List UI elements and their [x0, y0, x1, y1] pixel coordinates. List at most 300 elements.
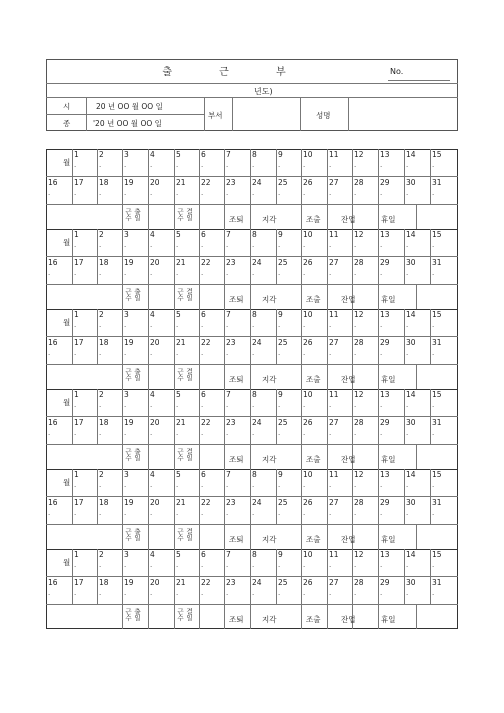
day-dot: .	[226, 401, 229, 409]
attend-days-label: 출일 근수	[124, 448, 141, 461]
day-number: 2	[99, 310, 104, 319]
day-dot: .	[176, 269, 179, 277]
day-number: 15	[432, 310, 442, 319]
day-dot: .	[74, 269, 77, 277]
summary-column-line	[199, 605, 200, 629]
day-dot: .	[201, 429, 204, 437]
day-dot: .	[329, 349, 332, 357]
day-dot: .	[48, 189, 51, 197]
day-dot: .	[74, 161, 77, 169]
day-column-line	[97, 309, 98, 364]
day-dot: .	[99, 589, 102, 597]
summary-column-line	[199, 205, 200, 229]
attend-days-label: 출일 근수	[124, 528, 141, 541]
day-column-line	[148, 549, 149, 604]
day-column-line	[276, 389, 277, 444]
day-dot: .	[380, 349, 383, 357]
day-column-line	[250, 389, 251, 444]
day-column-line	[352, 309, 353, 364]
summary-column-line	[301, 445, 302, 469]
day-number: 12	[354, 550, 364, 559]
day-dot: .	[74, 189, 77, 197]
summary-column-line	[122, 525, 123, 549]
day-column-line	[430, 549, 431, 604]
day-dot: .	[329, 241, 332, 249]
day-dot: .	[354, 269, 357, 277]
day-dot: .	[124, 349, 127, 357]
day-column-line	[250, 309, 251, 364]
day-column-line	[224, 309, 225, 364]
day-number: 23	[226, 258, 236, 267]
day-number: 24	[252, 578, 262, 587]
day-dot: .	[124, 161, 127, 169]
day-column-line	[199, 469, 200, 524]
day-number: 13	[380, 470, 390, 479]
header-vline	[86, 97, 87, 131]
day-column-line	[301, 149, 302, 204]
day-dot: .	[432, 429, 435, 437]
row-divider	[46, 336, 458, 337]
day-number: 7	[226, 310, 231, 319]
day-dot: .	[150, 321, 153, 329]
day-dot: .	[303, 349, 306, 357]
day-number: 18	[99, 418, 109, 427]
outing-label: 조출	[306, 535, 321, 544]
summary-column-line	[416, 365, 417, 389]
day-dot: .	[124, 269, 127, 277]
day-dot: .	[226, 189, 229, 197]
day-dot: .	[124, 429, 127, 437]
day-number: 28	[354, 578, 364, 587]
summary-column-line	[148, 605, 149, 629]
day-number: 4	[150, 550, 155, 559]
day-number: 4	[150, 230, 155, 239]
day-number: 11	[329, 310, 339, 319]
summary-column-line	[250, 605, 251, 629]
header-vline	[204, 97, 205, 131]
number-label: No.	[390, 67, 404, 76]
day-dot: .	[432, 481, 435, 489]
row-divider	[46, 604, 458, 605]
summary-column-line	[122, 285, 123, 309]
day-column-line	[97, 149, 98, 204]
day-dot: .	[252, 509, 255, 517]
month-label: 월	[63, 398, 71, 407]
day-dot: .	[99, 561, 102, 569]
day-dot: .	[252, 481, 255, 489]
day-dot: .	[354, 189, 357, 197]
day-dot: .	[329, 589, 332, 597]
summary-column-line	[250, 365, 251, 389]
day-dot: .	[226, 161, 229, 169]
day-column-line	[199, 149, 200, 204]
day-number: 21	[176, 338, 186, 347]
day-column-line	[404, 549, 405, 604]
day-dot: .	[329, 481, 332, 489]
day-dot: .	[176, 429, 179, 437]
day-dot: .	[432, 509, 435, 517]
day-column-line	[276, 149, 277, 204]
day-number: 27	[329, 258, 339, 267]
header-vline	[300, 97, 301, 131]
month-label: 월	[63, 558, 71, 567]
day-column-line	[301, 469, 302, 524]
day-dot: .	[380, 481, 383, 489]
day-column-line	[352, 389, 353, 444]
day-dot: .	[150, 481, 153, 489]
summary-column-line	[301, 605, 302, 629]
summary-column-line	[224, 445, 225, 469]
day-dot: .	[176, 561, 179, 569]
attend-days-label: 출일 근수	[124, 368, 141, 381]
day-column-line	[327, 389, 328, 444]
day-column-line	[174, 469, 175, 524]
day-number: 24	[252, 498, 262, 507]
row-divider	[46, 176, 458, 177]
day-column-line	[276, 229, 277, 284]
day-number: 18	[99, 578, 109, 587]
day-number: 30	[406, 418, 416, 427]
day-dot: .	[252, 349, 255, 357]
month-label: 월	[63, 238, 71, 247]
early-leave-label: 조퇴	[229, 615, 244, 624]
day-number: 10	[303, 390, 313, 399]
day-number: 1	[74, 310, 79, 319]
day-dot: .	[432, 321, 435, 329]
holiday-label: 휴일	[381, 295, 396, 304]
day-number: 11	[329, 230, 339, 239]
summary-column-line	[122, 365, 123, 389]
day-dot: .	[99, 429, 102, 437]
day-dot: .	[303, 481, 306, 489]
day-column-line	[122, 549, 123, 604]
day-column-line	[430, 389, 431, 444]
day-number: 10	[303, 310, 313, 319]
day-dot: .	[406, 429, 409, 437]
day-column-line	[97, 549, 98, 604]
day-dot: .	[150, 241, 153, 249]
day-dot: .	[303, 189, 306, 197]
day-column-line	[148, 229, 149, 284]
day-column-line	[174, 549, 175, 604]
day-dot: .	[226, 481, 229, 489]
day-column-line	[199, 229, 200, 284]
day-number: 29	[380, 578, 390, 587]
day-number: 14	[406, 470, 416, 479]
day-dot: .	[252, 589, 255, 597]
day-column-line	[72, 389, 73, 444]
day-dot: .	[176, 189, 179, 197]
summary-column-line	[416, 525, 417, 549]
day-column-line	[148, 389, 149, 444]
day-number: 30	[406, 578, 416, 587]
holiday-label: 휴일	[381, 535, 396, 544]
day-number: 26	[303, 498, 313, 507]
day-number: 9	[278, 150, 283, 159]
day-number: 16	[48, 418, 58, 427]
day-number: 26	[303, 338, 313, 347]
day-number: 20	[150, 258, 160, 267]
day-dot: .	[406, 561, 409, 569]
day-column-line	[352, 149, 353, 204]
day-dot: .	[226, 509, 229, 517]
absent-days-label: 결일 근수	[176, 208, 193, 221]
dept-label: 부서	[208, 111, 223, 120]
day-dot: .	[380, 401, 383, 409]
day-column-line	[430, 229, 431, 284]
day-number: 28	[354, 178, 364, 187]
day-number: 21	[176, 258, 186, 267]
day-column-line	[378, 389, 379, 444]
summary-column-line	[199, 445, 200, 469]
day-number: 16	[48, 178, 58, 187]
summary-column-line	[174, 525, 175, 549]
day-column-line	[327, 229, 328, 284]
absent-days-label: 결일 근수	[176, 528, 193, 541]
day-number: 12	[354, 390, 364, 399]
absent-days-label: 결일 근수	[176, 448, 193, 461]
day-number: 9	[278, 310, 283, 319]
day-dot: .	[201, 321, 204, 329]
month-label: 월	[63, 318, 71, 327]
summary-column-line	[378, 445, 379, 469]
header-divider	[46, 97, 458, 98]
day-dot: .	[124, 189, 127, 197]
day-dot: .	[380, 509, 383, 517]
day-column-line	[378, 469, 379, 524]
day-number: 7	[226, 470, 231, 479]
day-dot: .	[303, 561, 306, 569]
day-dot: .	[278, 189, 281, 197]
day-number: 10	[303, 550, 313, 559]
outing-label: 조출	[306, 295, 321, 304]
day-number: 15	[432, 230, 442, 239]
summary-column-line	[174, 445, 175, 469]
day-number: 17	[74, 578, 84, 587]
day-number: 8	[252, 550, 257, 559]
day-dot: .	[124, 481, 127, 489]
day-number: 29	[380, 338, 390, 347]
day-dot: .	[278, 589, 281, 597]
day-dot: .	[150, 589, 153, 597]
day-dot: .	[278, 161, 281, 169]
day-dot: .	[176, 321, 179, 329]
day-column-line	[199, 309, 200, 364]
row-divider	[46, 524, 458, 525]
day-number: 14	[406, 310, 416, 319]
row-divider	[46, 204, 458, 205]
day-number: 15	[432, 470, 442, 479]
late-label: 지각	[262, 535, 277, 544]
day-dot: .	[252, 189, 255, 197]
day-dot: .	[278, 429, 281, 437]
day-dot: .	[354, 241, 357, 249]
day-dot: .	[278, 349, 281, 357]
day-dot: .	[303, 161, 306, 169]
day-dot: .	[354, 561, 357, 569]
day-number: 31	[432, 178, 442, 187]
day-dot: .	[354, 481, 357, 489]
day-dot: .	[406, 589, 409, 597]
outing-label: 조출	[306, 375, 321, 384]
day-number: 17	[74, 258, 84, 267]
row-divider	[46, 496, 458, 497]
day-column-line	[276, 309, 277, 364]
day-dot: .	[329, 189, 332, 197]
summary-column-line	[174, 205, 175, 229]
day-dot: .	[432, 349, 435, 357]
day-dot: .	[406, 401, 409, 409]
day-dot: .	[74, 321, 77, 329]
early-leave-label: 조퇴	[229, 215, 244, 224]
day-number: 9	[278, 550, 283, 559]
day-number: 21	[176, 578, 186, 587]
day-dot: .	[226, 269, 229, 277]
day-number: 14	[406, 230, 416, 239]
day-dot: .	[226, 429, 229, 437]
day-dot: .	[99, 401, 102, 409]
day-number: 10	[303, 470, 313, 479]
day-dot: .	[176, 589, 179, 597]
summary-column-line	[122, 445, 123, 469]
page-title: 출 근 부	[162, 67, 308, 78]
summary-column-line	[301, 525, 302, 549]
attend-days-label: 출일 근수	[124, 208, 141, 221]
day-dot: .	[354, 161, 357, 169]
start-label: 시	[63, 102, 71, 111]
day-dot: .	[303, 429, 306, 437]
day-column-line	[224, 469, 225, 524]
day-dot: .	[252, 241, 255, 249]
header-vline	[232, 97, 233, 131]
day-number: 13	[380, 390, 390, 399]
day-dot: .	[150, 561, 153, 569]
day-number: 6	[201, 230, 206, 239]
day-column-line	[378, 549, 379, 604]
day-dot: .	[406, 321, 409, 329]
summary-column-line	[199, 365, 200, 389]
summary-column-line	[378, 605, 379, 629]
day-number: 23	[226, 578, 236, 587]
day-number: 31	[432, 498, 442, 507]
day-dot: .	[354, 349, 357, 357]
day-dot: .	[406, 161, 409, 169]
header-divider	[46, 114, 204, 115]
day-number: 21	[176, 418, 186, 427]
summary-column-line	[250, 205, 251, 229]
day-column-line	[327, 309, 328, 364]
summary-column-line	[327, 365, 328, 389]
summary-column-line	[378, 365, 379, 389]
day-dot: .	[48, 269, 51, 277]
day-dot: .	[406, 509, 409, 517]
day-number: 11	[329, 470, 339, 479]
day-dot: .	[176, 161, 179, 169]
day-number: 10	[303, 230, 313, 239]
day-dot: .	[176, 401, 179, 409]
day-number: 23	[226, 498, 236, 507]
day-number: 17	[74, 498, 84, 507]
day-column-line	[352, 469, 353, 524]
day-dot: .	[201, 589, 204, 597]
header-divider	[46, 83, 458, 84]
day-number: 7	[226, 550, 231, 559]
day-dot: .	[74, 401, 77, 409]
day-column-line	[327, 549, 328, 604]
outing-label: 조출	[306, 455, 321, 464]
day-column-line	[250, 229, 251, 284]
day-dot: .	[303, 321, 306, 329]
day-column-line	[224, 229, 225, 284]
day-number: 18	[99, 498, 109, 507]
summary-column-line	[174, 605, 175, 629]
day-column-line	[250, 549, 251, 604]
day-number: 30	[406, 338, 416, 347]
day-number: 19	[124, 418, 134, 427]
day-number: 25	[278, 258, 288, 267]
holiday-label: 휴일	[381, 615, 396, 624]
summary-column-line	[301, 285, 302, 309]
day-number: 11	[329, 150, 339, 159]
day-number: 1	[74, 390, 79, 399]
day-column-line	[199, 549, 200, 604]
day-number: 6	[201, 390, 206, 399]
day-dot: .	[406, 481, 409, 489]
day-dot: .	[278, 241, 281, 249]
overtime-label: 잔업	[341, 535, 356, 544]
early-leave-label: 조퇴	[229, 535, 244, 544]
day-column-line	[72, 469, 73, 524]
day-number: 16	[48, 338, 58, 347]
day-dot: .	[252, 269, 255, 277]
day-dot: .	[406, 349, 409, 357]
day-dot: .	[99, 161, 102, 169]
day-number: 31	[432, 338, 442, 347]
day-number: 27	[329, 578, 339, 587]
day-dot: .	[150, 269, 153, 277]
day-number: 27	[329, 418, 339, 427]
day-column-line	[327, 149, 328, 204]
day-number: 25	[278, 178, 288, 187]
day-number: 30	[406, 258, 416, 267]
day-dot: .	[201, 509, 204, 517]
day-number: 30	[406, 178, 416, 187]
day-dot: .	[201, 241, 204, 249]
day-dot: .	[226, 349, 229, 357]
day-dot: .	[124, 401, 127, 409]
day-number: 22	[201, 418, 211, 427]
day-column-line	[122, 469, 123, 524]
day-dot: .	[124, 589, 127, 597]
summary-column-line	[122, 205, 123, 229]
summary-column-line	[416, 205, 417, 229]
day-number: 24	[252, 338, 262, 347]
day-dot: .	[176, 509, 179, 517]
day-number: 20	[150, 418, 160, 427]
summary-column-line	[174, 285, 175, 309]
day-number: 24	[252, 418, 262, 427]
day-number: 22	[201, 258, 211, 267]
summary-column-line	[224, 525, 225, 549]
day-dot: .	[329, 269, 332, 277]
row-divider	[46, 364, 458, 365]
summary-column-line	[416, 445, 417, 469]
day-number: 22	[201, 498, 211, 507]
day-number: 28	[354, 418, 364, 427]
absent-days-label: 결일 근수	[176, 368, 193, 381]
outing-label: 조출	[306, 615, 321, 624]
outing-label: 조출	[306, 215, 321, 224]
